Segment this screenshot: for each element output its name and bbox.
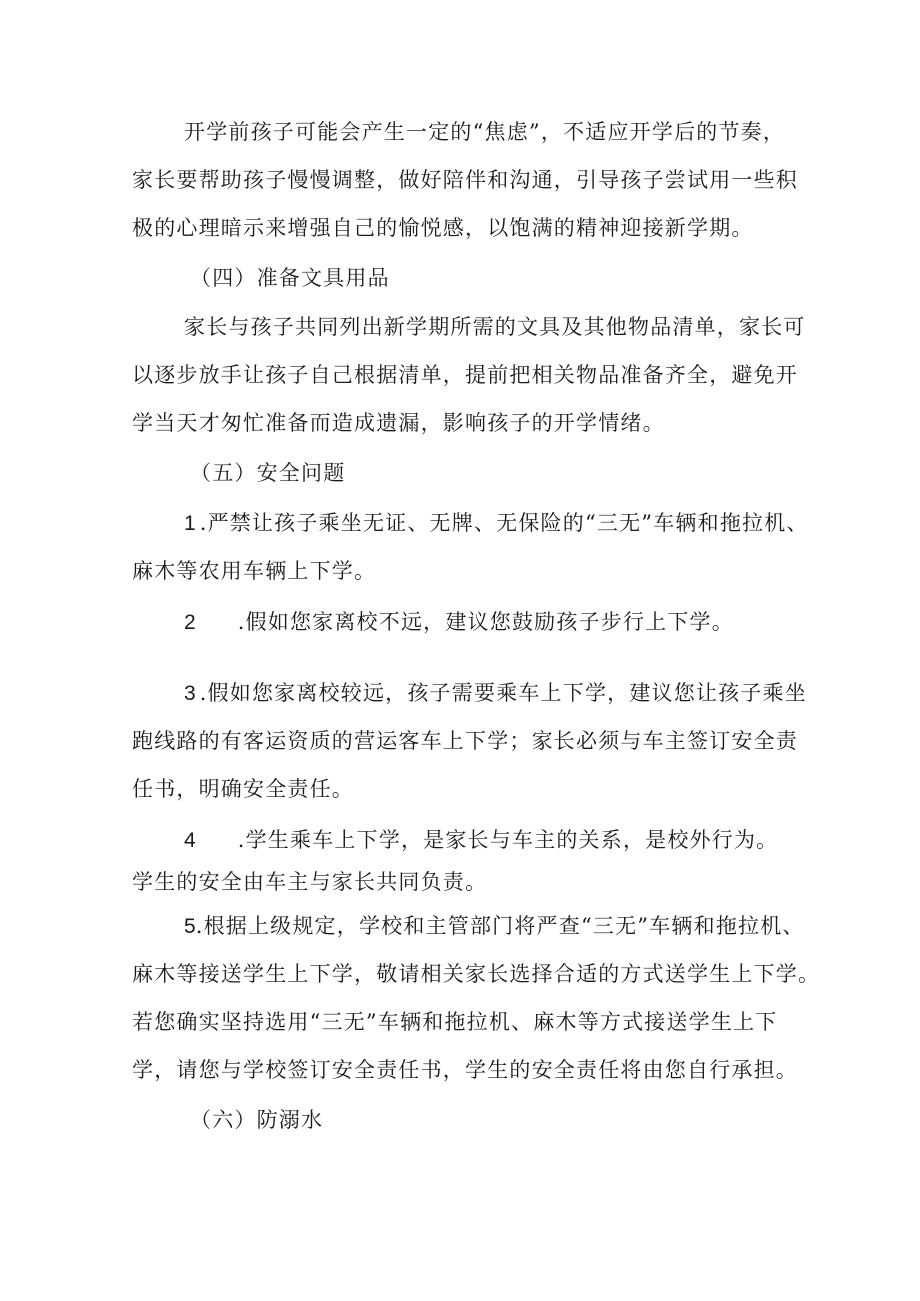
section-heading-4: （四）准备文具用品 [190,266,390,290]
list-item-4-continued: 学生的安全由车主与家长共同负责。 [132,870,488,894]
list-item-5 [184,912,805,941]
section-heading-6: （六）防溺水 [190,1108,324,1132]
list-item-5-continued: 学，请您与学校签订安全责任书，学生的安全责任将由您自行承担。 [132,1058,798,1082]
list-item-4 [184,826,778,855]
list-item-1 [184,509,809,538]
list-item-5-continued: 麻木等接送学生上下学，敬请相关家长选择合适的方式送学生上下学。 [132,962,821,986]
item-text: .根据上级规定，学校和主管部门将严查“三无”车辆和拖拉机、 [195,914,805,938]
list-item-1-continued: 麻木等农用车辆上下学。 [132,559,377,583]
paragraph-line: 家长与孩子共同列出新学期所需的文具及其他物品清单，家长可 [184,315,806,339]
item-text: .假如您家离校较远，孩子需要乘车上下学，建议您让孩子乘坐 [199,681,807,705]
item-text: .严禁让孩子乘坐无证、无牌、无保险的“三无”车辆和拖拉机、 [199,511,809,535]
paragraph-line: 家长要帮助孩子慢慢调整，做好陪伴和沟通，引导孩子尝试用一些积 [132,168,798,192]
item-number: 1 [184,512,196,535]
list-item-5-continued: 若您确实坚持选用“三无”车辆和拖拉机、麻木等方式接送学生上下 [132,1010,778,1034]
list-item-3-continued: 任书，明确安全责任。 [132,777,354,801]
paragraph-line: 极的心理暗示来增强自己的愉悦感，以饱满的精神迎接新学期。 [132,216,754,240]
item-text: .假如您家离校不远，建议您鼓励孩子步行上下学。 [237,610,734,634]
section-heading-5: （五）安全问题 [190,461,346,485]
item-number: 4 [184,829,196,852]
paragraph-line: 以逐步放手让孩子自己根据清单，提前把相关物品准备齐全，避免开 [132,363,798,387]
paragraph-line: 开学前孩子可能会产生一定的“焦虑”，不适应开学后的节奏， [184,120,786,144]
item-text: .学生乘车上下学，是家长与车主的关系，是校外行为。 [237,828,779,852]
list-item-2 [184,608,734,637]
paragraph-line: 学当天才匆忙准备而造成遗漏，影响孩子的开学情绪。 [132,411,665,435]
item-number: 5 [184,915,196,938]
list-item-3 [184,679,807,708]
item-number: 3 [184,682,196,705]
list-item-3-continued: 跑线路的有客运资质的营运客车上下学；家长必须与车主签订安全责 [132,729,798,753]
item-number: 2 [184,611,196,634]
